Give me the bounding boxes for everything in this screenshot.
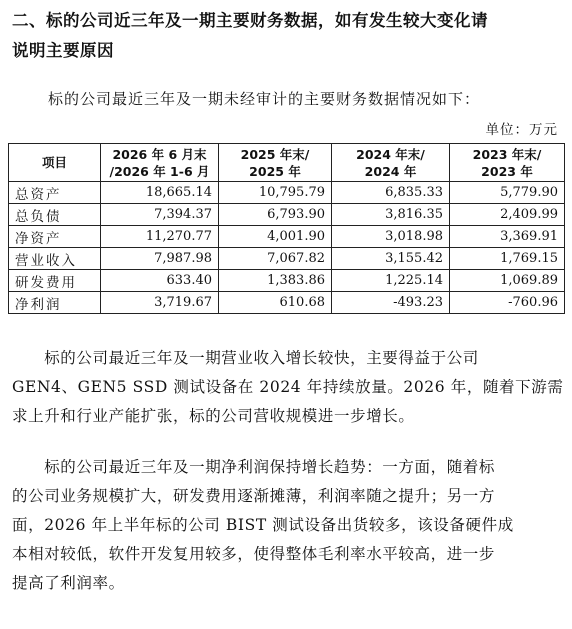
row-label: 总资产 — [9, 182, 101, 204]
column-header-2024: 2024 年末/ 2024 年 — [332, 144, 450, 182]
row-label: 营业收入 — [9, 248, 101, 270]
table-cell: -493.23 — [332, 292, 450, 314]
row-label: 净利润 — [9, 292, 101, 314]
paragraph-line: 面，2026 年上半年标的公司 BIST 测试设备出货较多，该设备硬件成 — [12, 516, 514, 534]
paragraph-line: 求上升和行业产能扩张，标的公司营收规模进一步增长。 — [12, 407, 415, 425]
paragraph-line: 本相对较低，软件开发复用较多，使得整体毛利率水平较高，进一步 — [12, 545, 496, 563]
table-row-total-assets — [9, 182, 565, 204]
column-header-item: 项目 — [9, 144, 101, 182]
table-cell: 7,987.98 — [101, 248, 219, 270]
paragraph-line: 标的公司最近三年及一期营业收入增长较快，主要得益于公司 — [12, 349, 479, 367]
table-cell: 3,816.35 — [332, 204, 450, 226]
table-cell: 3,719.67 — [101, 292, 219, 314]
row-label: 净资产 — [9, 226, 101, 248]
table-cell: 633.40 — [101, 270, 219, 292]
table-cell: 1,225.14 — [332, 270, 450, 292]
paragraph-line: 的公司业务规模扩大，研发费用逐渐摊薄，利润率随之提升；另一方 — [12, 487, 496, 505]
paragraph-line: 提高了利润率。 — [12, 574, 125, 592]
table-cell: -760.96 — [450, 292, 565, 314]
paragraph-line: 标的公司最近三年及一期净利润保持增长趋势：一方面，随着标 — [12, 458, 496, 476]
table-row-total-liabilities — [9, 204, 565, 226]
table-cell: 2,409.99 — [450, 204, 565, 226]
column-header-2025: 2025 年末/ 2025 年 — [219, 144, 332, 182]
table-cell: 3,018.98 — [332, 226, 450, 248]
table-row-net-profit — [9, 292, 565, 314]
financial-data-table — [8, 143, 565, 314]
table-cell: 6,793.90 — [219, 204, 332, 226]
paragraph-revenue-growth — [12, 344, 568, 431]
intro-sentence: 标的公司最近三年及一期未经审计的主要财务数据情况如下： — [48, 90, 481, 108]
table-row-net-assets — [9, 226, 565, 248]
table-cell: 610.68 — [219, 292, 332, 314]
section-heading-line-2: 说明主要原因 — [12, 41, 114, 60]
row-label: 研发费用 — [9, 270, 101, 292]
table-cell: 5,779.90 — [450, 182, 565, 204]
table-cell: 18,665.14 — [101, 182, 219, 204]
column-header-2023: 2023 年末/ 2023 年 — [450, 144, 565, 182]
table-cell: 7,394.37 — [101, 204, 219, 226]
paragraph-profit-trend — [12, 453, 568, 598]
paragraph-line: GEN4、GEN5 SSD 测试设备在 2024 年持续放量。2026 年，随着下游需 — [12, 378, 564, 396]
table-cell: 3,155.42 — [332, 248, 450, 270]
unit-label: 单位：万元 — [485, 122, 558, 138]
table-cell: 1,069.89 — [450, 270, 565, 292]
table-cell: 4,001.90 — [219, 226, 332, 248]
section-heading-line-1: 二、标的公司近三年及一期主要财务数据，如有发生较大变化请 — [12, 11, 488, 30]
column-header-2026h1: 2026 年 6 月末 /2026 年 1-6 月 — [101, 144, 219, 182]
table-cell: 3,369.91 — [450, 226, 565, 248]
table-cell: 11,270.77 — [101, 226, 219, 248]
section-heading — [12, 6, 564, 66]
table-cell: 1,383.86 — [219, 270, 332, 292]
table-cell: 7,067.82 — [219, 248, 332, 270]
table-cell: 10,795.79 — [219, 182, 332, 204]
table-cell: 1,769.15 — [450, 248, 565, 270]
table-row-rd-expense — [9, 270, 565, 292]
table-header-row — [9, 144, 565, 182]
table-row-revenue — [9, 248, 565, 270]
table-cell: 6,835.33 — [332, 182, 450, 204]
row-label: 总负债 — [9, 204, 101, 226]
